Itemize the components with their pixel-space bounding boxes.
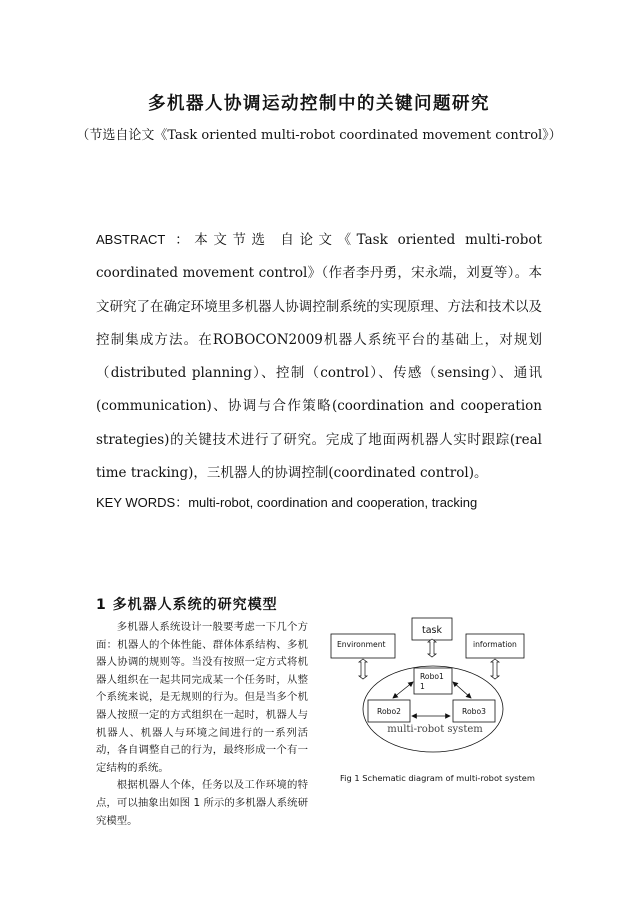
paper-title: 多机器人协调运动控制中的关键问题研究 — [148, 94, 490, 114]
abstract-block — [96, 223, 542, 490]
abstract-text: ：本文节选 自论文《Task oriented multi-robot coordinated movement control》（作者李丹勇，宋永端，刘夏等）。本文研究了在确定环境里多机器人协调控制系统的实现原理、方法和技术以及控制集成方法。在ROBOCON2009机器人系统平台的基础上，对规划（distributed planning）、控制（control）、传感（sensing）、通讯(communication)、协调与合作策略(coordination and cooperation strategies)的关键技术进行了研究。完成了地面两机器人实时跟踪(real time tracking)，三机器人的协调控制(coordinated control)。 — [96, 232, 542, 482]
robo1-label-2: 1 — [420, 682, 425, 691]
figure-caption: Fig 1 Schematic diagram of multi-robot system — [340, 773, 535, 783]
section-body — [96, 619, 308, 830]
environment-label: Environment — [337, 640, 386, 649]
task-label: task — [422, 625, 442, 636]
system-label: multi-robot system — [387, 724, 483, 735]
robo3-label: Robo3 — [462, 707, 486, 716]
body-paragraph-2: 根据机器人个体，任务以及工作环境的特点，可以抽象出如图 1 所示的多机器人系统研究模型。 — [96, 779, 308, 827]
figure-multi-robot-system — [325, 612, 545, 782]
paper-subtitle: （节选自论文《Task oriented multi-robot coordinated movement control》） — [76, 128, 562, 143]
section-heading: 1 多机器人系统的研究模型 — [96, 597, 278, 613]
arrow-robo1-robo2 — [393, 682, 413, 698]
abstract-label: ABSTRACT — [96, 232, 166, 247]
robo2-label: Robo2 — [377, 707, 401, 716]
robo1-label: Robo1 — [420, 672, 444, 681]
keywords-line: KEY WORDS：multi-robot, coordination and cooperation, tracking — [96, 495, 478, 510]
arrow-robo1-robo3 — [453, 682, 471, 698]
figure-diagram — [325, 612, 545, 772]
information-label: information — [473, 640, 517, 649]
body-paragraph-1: 多机器人系统设计一般要考虑一下几个方面：机器人的个体性能、群体体系结构、多机器人协调的规则等。当没有按照一定方式将机器人组织在一起共同完成某一个任务时，从整个系统来说，是无规则的行为。但是当多个机器人按照一定的方式组织在一起时，机器人与机器人、机器人与环境之间进行的一系列活动，各自调整自己的行为，最终形成一个有一定结构的系统。 — [96, 621, 308, 774]
